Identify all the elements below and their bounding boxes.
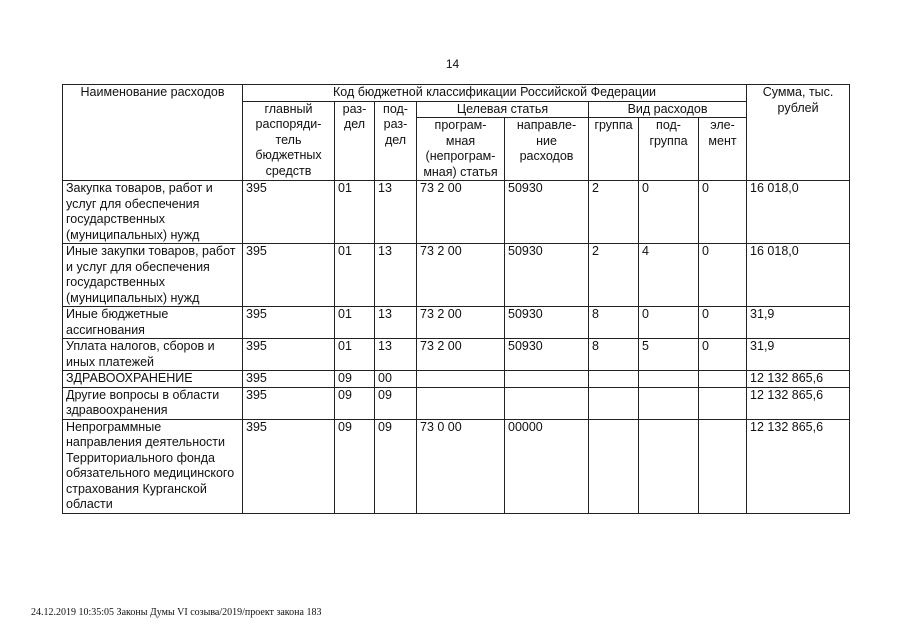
row-subsection: 13 xyxy=(375,339,417,371)
row-section: 01 xyxy=(335,244,375,307)
row-name: Непрограммные направления деятельности Территориального фонда обязательного медицинского страхования Курганской области xyxy=(63,419,243,513)
row-subgroup xyxy=(639,419,699,513)
row-direction xyxy=(505,387,589,419)
row-name: Уплата налогов, сборов и иных платежей xyxy=(63,339,243,371)
header-sum: Сумма, тыс. рублей xyxy=(747,85,850,181)
row-chief-manager: 395 xyxy=(243,244,335,307)
row-section: 01 xyxy=(335,307,375,339)
row-element xyxy=(699,419,747,513)
row-sum: 12 132 865,6 xyxy=(747,387,850,419)
row-program xyxy=(417,371,505,388)
row-subsection: 00 xyxy=(375,371,417,388)
row-program: 73 2 00 xyxy=(417,181,505,244)
header-name: Наименование расходов xyxy=(63,85,243,181)
header-program: програм-мная (непрограм-мная) статья xyxy=(417,118,505,181)
table-row xyxy=(63,419,850,513)
row-group: 2 xyxy=(589,244,639,307)
row-name: Закупка товаров, работ и услуг для обеспечения государственных (муниципальных) нужд xyxy=(63,181,243,244)
row-program: 73 2 00 xyxy=(417,339,505,371)
row-direction: 50930 xyxy=(505,339,589,371)
row-subsection: 13 xyxy=(375,181,417,244)
row-element: 0 xyxy=(699,181,747,244)
row-sum: 12 132 865,6 xyxy=(747,371,850,388)
row-section: 09 xyxy=(335,371,375,388)
header-section: раз-дел xyxy=(335,101,375,181)
header-subsection: под-раз-дел xyxy=(375,101,417,181)
page-number: 14 xyxy=(445,57,460,71)
header-target-article: Целевая статья xyxy=(417,101,589,118)
row-subgroup: 5 xyxy=(639,339,699,371)
table-row xyxy=(63,371,850,388)
table-row xyxy=(63,387,850,419)
row-subsection: 09 xyxy=(375,419,417,513)
row-element: 0 xyxy=(699,339,747,371)
row-group: 2 xyxy=(589,181,639,244)
row-element: 0 xyxy=(699,307,747,339)
row-subgroup: 0 xyxy=(639,181,699,244)
row-subgroup: 4 xyxy=(639,244,699,307)
row-section: 09 xyxy=(335,419,375,513)
row-name: ЗДРАВООХРАНЕНИЕ xyxy=(63,371,243,388)
header-group: группа xyxy=(589,118,639,181)
row-subsection: 09 xyxy=(375,387,417,419)
row-program: 73 0 00 xyxy=(417,419,505,513)
row-section: 09 xyxy=(335,387,375,419)
row-direction: 50930 xyxy=(505,244,589,307)
row-sum: 31,9 xyxy=(747,339,850,371)
header-expense-type: Вид расходов xyxy=(589,101,747,118)
row-sum: 12 132 865,6 xyxy=(747,419,850,513)
row-program xyxy=(417,387,505,419)
header-chief-manager: главный распоряди-тель бюджетных средств xyxy=(243,101,335,181)
row-subsection: 13 xyxy=(375,307,417,339)
row-subgroup: 0 xyxy=(639,307,699,339)
row-group xyxy=(589,419,639,513)
header-element: эле-мент xyxy=(699,118,747,181)
row-name: Другие вопросы в области здравоохранения xyxy=(63,387,243,419)
row-subgroup xyxy=(639,371,699,388)
row-name: Иные бюджетные ассигнования xyxy=(63,307,243,339)
row-direction: 50930 xyxy=(505,307,589,339)
row-group: 8 xyxy=(589,307,639,339)
table-row xyxy=(63,339,850,371)
budget-table xyxy=(62,84,850,514)
header-direction: направле-ние расходов xyxy=(505,118,589,181)
row-chief-manager: 395 xyxy=(243,339,335,371)
row-chief-manager: 395 xyxy=(243,371,335,388)
row-sum: 16 018,0 xyxy=(747,244,850,307)
row-group: 8 xyxy=(589,339,639,371)
row-sum: 16 018,0 xyxy=(747,181,850,244)
row-section: 01 xyxy=(335,339,375,371)
row-group xyxy=(589,387,639,419)
header-subgroup: под-группа xyxy=(639,118,699,181)
table-row xyxy=(63,307,850,339)
row-group xyxy=(589,371,639,388)
row-element xyxy=(699,371,747,388)
row-element: 0 xyxy=(699,244,747,307)
row-sum: 31,9 xyxy=(747,307,850,339)
row-chief-manager: 395 xyxy=(243,419,335,513)
table-row xyxy=(63,244,850,307)
row-subgroup xyxy=(639,387,699,419)
row-section: 01 xyxy=(335,181,375,244)
row-program: 73 2 00 xyxy=(417,244,505,307)
row-direction: 00000 xyxy=(505,419,589,513)
row-chief-manager: 395 xyxy=(243,387,335,419)
row-name: Иные закупки товаров, работ и услуг для обеспечения государственных (муниципальных) нужд xyxy=(63,244,243,307)
table-row xyxy=(63,181,850,244)
document-footer: 24.12.2019 10:35:05 Законы Думы VI созыва/2019/проект закона 183 xyxy=(31,607,322,618)
row-element xyxy=(699,387,747,419)
row-program: 73 2 00 xyxy=(417,307,505,339)
header-code-group: Код бюджетной классификации Российской Федерации xyxy=(243,85,747,102)
row-chief-manager: 395 xyxy=(243,181,335,244)
row-direction: 50930 xyxy=(505,181,589,244)
row-direction xyxy=(505,371,589,388)
row-chief-manager: 395 xyxy=(243,307,335,339)
row-subsection: 13 xyxy=(375,244,417,307)
